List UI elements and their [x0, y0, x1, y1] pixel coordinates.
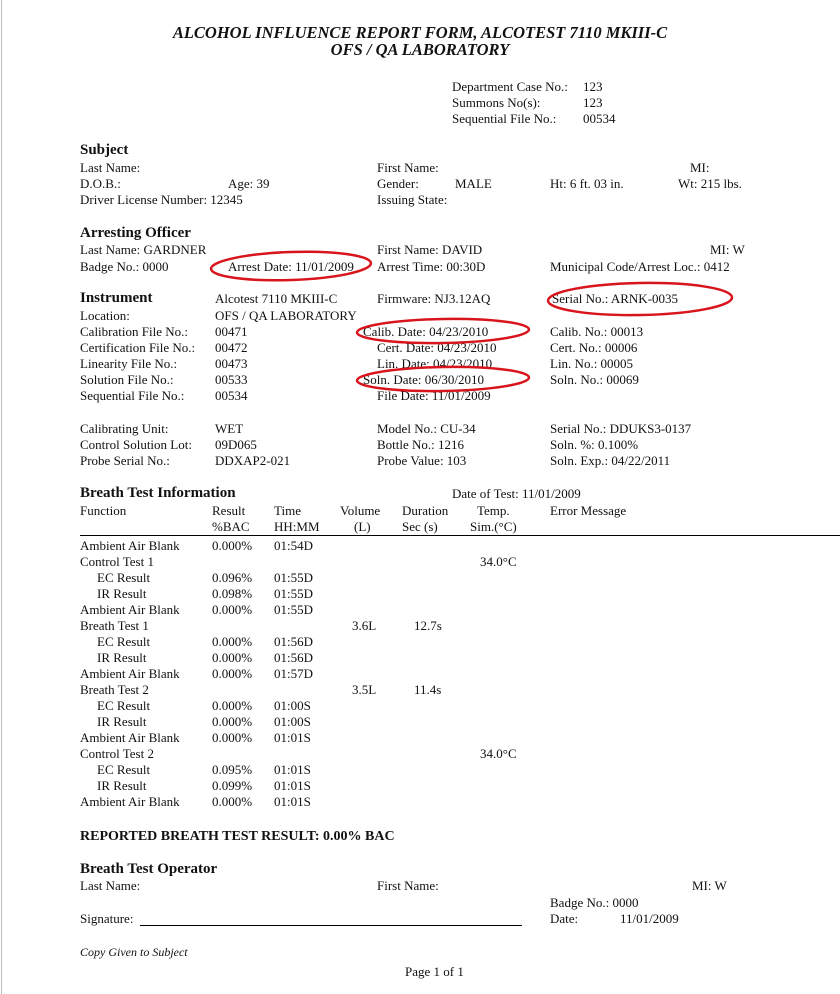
officer-mi: MI: W: [710, 242, 745, 257]
subject-dob: D.O.B.:: [80, 176, 121, 191]
col-duration: Duration: [402, 503, 449, 518]
row-function: EC Result: [97, 634, 151, 649]
row-function: Ambient Air Blank: [80, 730, 180, 745]
col-duration-unit: Sec (s): [402, 519, 438, 534]
operator-heading: Breath Test Operator: [80, 861, 218, 877]
instrument-location: OFS / QA LABORATORY: [215, 308, 357, 323]
report-title-line-2: OFS / QA LABORATORY: [330, 40, 510, 59]
row-function: Ambient Air Blank: [80, 666, 180, 681]
row-result: 0.000%: [212, 538, 253, 553]
row-duration: 11.4s: [414, 682, 442, 697]
col-volume: Volume: [340, 503, 381, 518]
col-result: Result: [212, 503, 246, 518]
solution-file-label: Solution File No.:: [80, 372, 174, 387]
row-function: Breath Test 1: [80, 618, 149, 633]
row-result: 0.099%: [212, 778, 253, 793]
certification-file-label: Certification File No.:: [80, 340, 196, 355]
row-function: Ambient Air Blank: [80, 538, 180, 553]
subject-age: Age: 39: [228, 176, 270, 191]
linearity-file-label: Linearity File No.:: [80, 356, 178, 371]
calibration-file-label: Calibration File No.:: [80, 324, 188, 339]
summons-label: Summons No(s):: [452, 95, 541, 110]
row-time: 01:01S: [274, 730, 311, 745]
col-temp-unit: Sim.(°C): [470, 519, 517, 534]
row-function: EC Result: [97, 762, 151, 777]
row-volume: 3.6L: [352, 618, 377, 633]
operator-first-name: First Name:: [377, 878, 439, 893]
col-error-message: Error Message: [550, 503, 627, 518]
certification-file-value: 00472: [215, 340, 248, 355]
date-of-test: Date of Test: 11/01/2009: [452, 486, 581, 501]
officer-arrest-date: Arrest Date: 11/01/2009: [228, 259, 354, 274]
row-time: 01:57D: [274, 666, 313, 681]
row-result: 0.098%: [212, 586, 253, 601]
col-time: Time: [274, 503, 301, 518]
calib-date: Calib. Date: 04/23/2010: [363, 324, 489, 339]
probe-value: Probe Value: 103: [377, 453, 467, 468]
row-time: 01:00S: [274, 714, 311, 729]
row-result: 0.000%: [212, 714, 253, 729]
col-temp: Temp.: [477, 503, 510, 518]
summons-value: 123: [583, 95, 603, 110]
row-time: 01:01S: [274, 794, 311, 809]
operator-mi: MI: W: [692, 878, 727, 893]
soln-percent: Soln. %: 0.100%: [550, 437, 639, 452]
row-function: IR Result: [97, 714, 147, 729]
officer-heading: Arresting Officer: [80, 225, 191, 241]
subject-gender-label: Gender:: [377, 176, 419, 191]
sequential-file-label: Sequential File No.:: [80, 388, 185, 403]
col-function: Function: [80, 503, 127, 518]
row-result: 0.096%: [212, 570, 253, 585]
linearity-file-value: 00473: [215, 356, 248, 371]
calibrating-unit-value: WET: [215, 421, 244, 436]
instrument-serial: Serial No.: ARNK-0035: [552, 291, 679, 306]
case-no-value: 123: [583, 79, 603, 94]
row-time: 01:56D: [274, 650, 313, 665]
row-time: 01:01S: [274, 778, 311, 793]
col-result-unit: %BAC: [212, 519, 250, 534]
operator-badge: Badge No.: 0000: [550, 895, 639, 910]
row-time: 01:55D: [274, 586, 313, 601]
lin-date: Lin. Date: 04/23/2010: [377, 356, 493, 371]
soln-no: Soln. No.: 00069: [550, 372, 639, 387]
row-result: 0.000%: [212, 602, 253, 617]
instrument-firmware: Firmware: NJ3.12AQ: [377, 291, 491, 306]
row-time: 01:54D: [274, 538, 313, 553]
col-time-unit: HH:MM: [274, 519, 320, 534]
operator-date: 11/01/2009: [620, 911, 679, 926]
row-temp: 34.0°C: [480, 746, 517, 761]
row-function: IR Result: [97, 586, 147, 601]
soln-date: Soln. Date: 06/30/2010: [363, 372, 484, 387]
officer-first-name: First Name: DAVID: [377, 242, 483, 257]
row-function: Ambient Air Blank: [80, 602, 180, 617]
row-function: Ambient Air Blank: [80, 794, 180, 809]
row-function: EC Result: [97, 698, 151, 713]
cert-no: Cert. No.: 00006: [550, 340, 638, 355]
table-header-rule: [80, 535, 840, 536]
serial-no-2: Serial No.: DDUKS3-0137: [550, 421, 692, 436]
seq-value: 00534: [583, 111, 616, 126]
soln-exp: Soln. Exp.: 04/22/2011: [550, 453, 671, 468]
control-lot-label: Control Solution Lot:: [80, 437, 192, 452]
instrument-heading: Instrument: [80, 290, 153, 306]
row-time: 01:56D: [274, 634, 313, 649]
copy-given-note: Copy Given to Subject: [80, 945, 188, 959]
subject-height: Ht: 6 ft. 03 in.: [550, 176, 624, 191]
signature-label: Signature:: [80, 911, 134, 926]
file-date: File Date: 11/01/2009: [377, 388, 491, 403]
subject-driver-license: Driver License Number: 12345: [80, 192, 243, 207]
row-function: Breath Test 2: [80, 682, 149, 697]
subject-heading: Subject: [80, 142, 129, 158]
officer-last-name: Last Name: GARDNER: [80, 242, 207, 257]
calibrating-unit-label: Calibrating Unit:: [80, 421, 169, 436]
subject-issuing-state: Issuing State:: [377, 192, 448, 207]
row-time: 01:00S: [274, 698, 311, 713]
page-number: Page 1 of 1: [405, 964, 464, 979]
instrument-location-label: Location:: [80, 308, 130, 323]
officer-arrest-time: Arrest Time: 00:30D: [377, 259, 486, 274]
probe-serial-value: DDXAP2-021: [215, 453, 291, 468]
cert-date: Cert. Date: 04/23/2010: [377, 340, 497, 355]
col-volume-unit: (L): [354, 519, 371, 534]
row-function: EC Result: [97, 570, 151, 585]
bottle-no: Bottle No.: 1216: [377, 437, 465, 452]
row-result: 0.000%: [212, 794, 253, 809]
seq-label: Sequential File No.:: [452, 111, 557, 126]
officer-badge: Badge No.: 0000: [80, 259, 169, 274]
page-edge: [1, 0, 2, 994]
subject-weight: Wt: 215 lbs.: [678, 176, 742, 191]
breath-heading: Breath Test Information: [80, 485, 236, 501]
model-no: Model No.: CU-34: [377, 421, 476, 436]
row-result: 0.000%: [212, 650, 253, 665]
row-function: Control Test 2: [80, 746, 154, 761]
subject-last-name: Last Name:: [80, 160, 141, 175]
reported-result: REPORTED BREATH TEST RESULT: 0.00% BAC: [80, 829, 395, 844]
row-result: 0.000%: [212, 634, 253, 649]
operator-date-label: Date:: [550, 911, 579, 926]
officer-municipal-code: Municipal Code/Arrest Loc.: 0412: [550, 259, 730, 274]
calib-no: Calib. No.: 00013: [550, 324, 644, 339]
case-no-label: Department Case No.:: [452, 79, 568, 94]
row-result: 0.000%: [212, 698, 253, 713]
sequential-file-value: 00534: [215, 388, 248, 403]
row-result: 0.000%: [212, 666, 253, 681]
row-duration: 12.7s: [414, 618, 442, 633]
row-function: IR Result: [97, 650, 147, 665]
row-time: 01:55D: [274, 570, 313, 585]
row-function: IR Result: [97, 778, 147, 793]
instrument-model: Alcotest 7110 MKIII-C: [215, 291, 338, 306]
subject-first-name: First Name:: [377, 160, 439, 175]
row-function: Control Test 1: [80, 554, 154, 569]
row-temp: 34.0°C: [480, 554, 517, 569]
report-title-line-1: ALCOHOL INFLUENCE REPORT FORM, ALCOTEST 7110 MKIII-C: [172, 23, 668, 42]
control-lot-value: 09D065: [215, 437, 257, 452]
row-result: 0.095%: [212, 762, 253, 777]
solution-file-value: 00533: [215, 372, 248, 387]
signature-line: [140, 925, 522, 926]
row-volume: 3.5L: [352, 682, 377, 697]
subject-mi: MI:: [690, 160, 710, 175]
probe-serial-label: Probe Serial No.:: [80, 453, 170, 468]
row-result: 0.000%: [212, 730, 253, 745]
calibration-file-value: 00471: [215, 324, 248, 339]
lin-no: Lin. No.: 00005: [550, 356, 634, 371]
subject-gender: MALE: [455, 176, 492, 191]
operator-last-name: Last Name:: [80, 878, 141, 893]
row-time: 01:55D: [274, 602, 313, 617]
row-time: 01:01S: [274, 762, 311, 777]
